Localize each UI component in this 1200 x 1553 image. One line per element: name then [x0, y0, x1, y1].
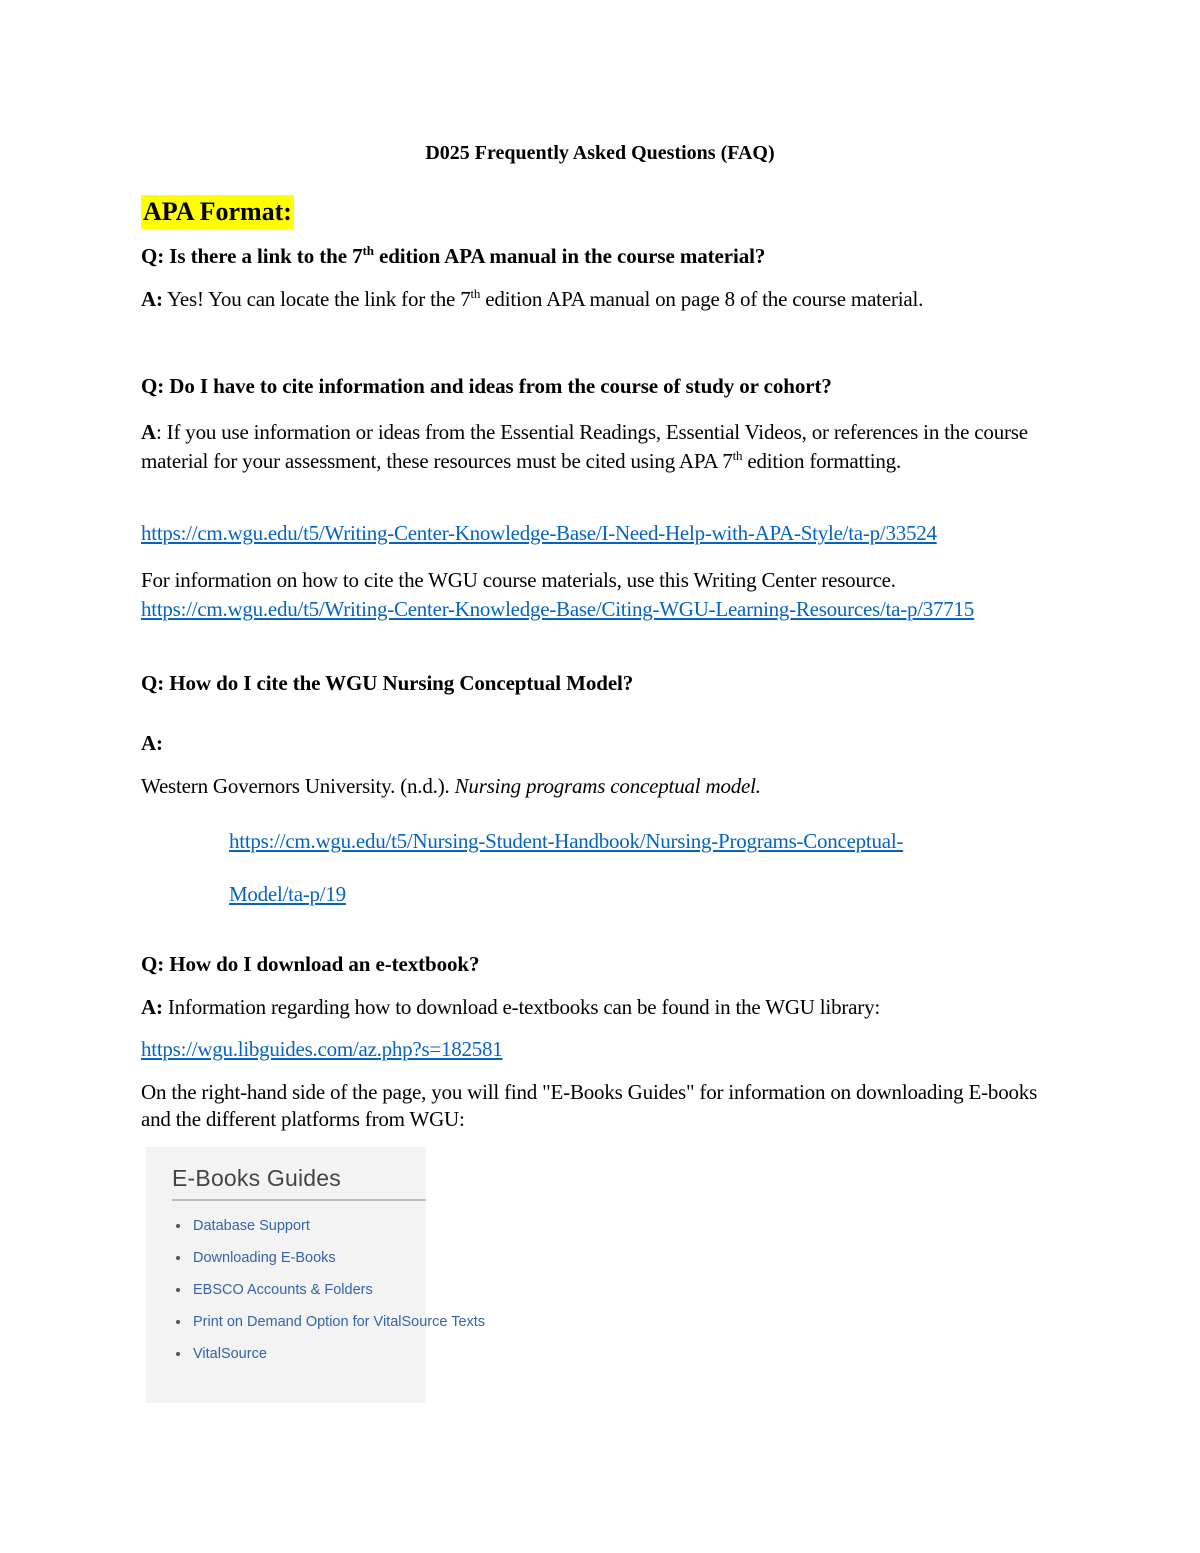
guide-item-vitalsource[interactable]	[172, 1341, 412, 1367]
ebooks-guides-panel	[146, 1147, 486, 1403]
guide-item-label: Downloading E-Books	[193, 1250, 336, 1266]
guide-item-label: EBSCO Accounts & Folders	[193, 1282, 373, 1298]
apa-style-help-link[interactable]: https://cm.wgu.edu/t5/Writing-Center-Knowledge-Base/I-Need-Help-with-APA-Style/ta-p/33524	[141, 521, 937, 545]
question-1-prefix: Q: Is there a link to the 7	[141, 244, 363, 268]
bullet-icon	[176, 1256, 180, 1260]
answer-1-text-before: Yes! You can locate the link for the 7	[162, 287, 471, 311]
nursing-model-link-part-1[interactable]: https://cm.wgu.edu/t5/Nursing-Student-Handbook/Nursing-Programs-Conceptual-	[229, 829, 904, 853]
apa-help-link-row	[141, 521, 937, 546]
bullet-icon	[176, 1288, 180, 1292]
answer-1	[141, 287, 923, 312]
libguides-link[interactable]: https://wgu.libguides.com/az.php?s=182581	[141, 1037, 503, 1061]
bullet-icon	[176, 1224, 180, 1228]
ebooks-guides-list	[172, 1213, 486, 1373]
ebooks-guides-note: On the right-hand side of the page, you will find "E-Books Guides" for information on downloading E-books and the different platforms from WGU:	[141, 1080, 1038, 1131]
guide-item-downloading-ebooks[interactable]	[172, 1245, 412, 1271]
answer-2-sup: th	[732, 448, 743, 463]
question-1-sup: th	[362, 243, 374, 258]
answer-3-label	[141, 731, 163, 756]
answer-1-label: A:	[141, 287, 163, 311]
guide-item-label: Database Support	[193, 1218, 310, 1234]
guide-item-label: VitalSource	[193, 1346, 267, 1362]
nursing-model-link-line-1	[229, 829, 903, 854]
guide-item-ebsco-accounts[interactable]	[172, 1277, 412, 1303]
answer-4-label: A:	[141, 995, 163, 1019]
guide-item-label: Print on Demand Option for VitalSource Texts	[193, 1314, 486, 1330]
question-1-suffix: edition APA manual in the course material?	[373, 244, 766, 268]
question-4: Q: How do I download an e-textbook?	[141, 952, 480, 976]
citing-resources-note: For information on how to cite the WGU course materials, use this Writing Center resource.	[141, 568, 896, 592]
nursing-model-citation	[141, 774, 761, 799]
answer-4	[141, 995, 880, 1020]
ebooks-guides-title: E-Books Guides	[172, 1165, 341, 1191]
citation-title: Nursing programs conceptual model.	[454, 774, 761, 798]
section-heading-apa-format: APA Format:	[141, 195, 294, 229]
answer-2	[141, 418, 1071, 476]
citing-resources-paragraph	[141, 566, 1071, 624]
question-2: Q: Do I have to cite information and ideas from the course of study or cohort?	[141, 374, 832, 398]
nursing-model-link-line-2	[229, 882, 346, 907]
bullet-icon	[176, 1352, 180, 1356]
answer-1-text-after: edition APA manual on page 8 of the course material.	[480, 287, 924, 311]
answer-3-label-text: A:	[141, 731, 163, 755]
answer-1-sup: th	[470, 286, 481, 301]
citing-wgu-resources-link[interactable]: https://cm.wgu.edu/t5/Writing-Center-Knowledge-Base/Citing-WGU-Learning-Resources/ta-p/37715	[141, 597, 975, 621]
libguides-link-row	[141, 1037, 502, 1062]
nursing-model-link-part-2[interactable]: Model/ta-p/19	[229, 882, 346, 906]
answer-2-label: A	[141, 420, 156, 444]
citation-author: Western Governors University. (n.d.).	[141, 774, 455, 798]
guide-item-print-on-demand[interactable]	[172, 1309, 486, 1335]
guide-item-database-support[interactable]	[172, 1213, 412, 1239]
ebooks-guides-divider	[172, 1199, 426, 1201]
answer-2-text-before: : If you use information or ideas from the Essential Readings, Essential Videos, or references in the course material for your assessment, these resources must be cited using APA 7	[141, 420, 1028, 473]
answer-4-text: Information regarding how to download e-textbooks can be found in the WGU library:	[162, 995, 881, 1019]
question-1	[141, 244, 765, 269]
question-3: Q: How do I cite the WGU Nursing Conceptual Model?	[141, 671, 634, 695]
answer-2-text-after: edition formatting.	[742, 449, 902, 473]
bullet-icon	[176, 1320, 180, 1324]
document-title: D025 Frequently Asked Questions (FAQ)	[425, 142, 775, 164]
